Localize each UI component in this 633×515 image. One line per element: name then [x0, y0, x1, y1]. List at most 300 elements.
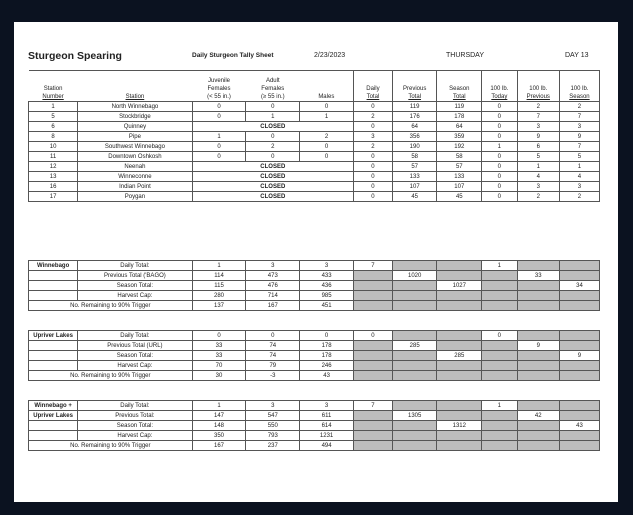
summary-value: 3: [300, 401, 354, 411]
summary-row: [29, 371, 600, 381]
summary-shaded-cell: [437, 431, 482, 441]
summary-value: 43: [300, 371, 354, 381]
summary-row-label: Previous Total ('BAGO): [78, 271, 192, 281]
summary-row: [29, 301, 600, 311]
summary-shaded-cell: [559, 291, 599, 301]
juvenile-females: 0: [192, 112, 246, 122]
today-100lb: 0: [482, 102, 517, 112]
adult-females: 0: [246, 152, 300, 162]
summary-row: [29, 271, 600, 281]
summary-shaded-cell: [437, 401, 482, 411]
summary-value: 3: [300, 261, 354, 271]
summary-value: 33: [192, 341, 246, 351]
summary-value: 433: [300, 271, 354, 281]
summary-shaded-cell: [437, 291, 482, 301]
column-header-juvenile: [192, 71, 246, 102]
summary-shaded-cell: [437, 361, 482, 371]
summary-row: [29, 261, 600, 271]
station-name: Stockbridge: [78, 112, 192, 122]
column-header-line: Daily: [366, 86, 380, 92]
summary-value: 280: [192, 291, 246, 301]
summary-value: -3: [246, 371, 300, 381]
previous-total: 45: [392, 192, 437, 202]
today-100lb: 0: [482, 192, 517, 202]
summary-shaded-cell: [353, 271, 392, 281]
summary-shaded-cell: [437, 301, 482, 311]
summary-row-label: Season Total:: [78, 421, 192, 431]
summary-value: 246: [300, 361, 354, 371]
season-total: 64: [437, 122, 482, 132]
summary-blank: [29, 281, 78, 291]
summary-row: [29, 401, 600, 411]
station-number: 12: [29, 162, 78, 172]
summary-shaded-cell: [517, 441, 559, 451]
summary-season-100: 34: [559, 281, 599, 291]
summary-value: 115: [192, 281, 246, 291]
season-100lb: 2: [559, 102, 599, 112]
daily-total: 0: [353, 152, 392, 162]
summary-blank: [29, 351, 78, 361]
previous-100lb: 5: [517, 152, 559, 162]
station-row: [29, 122, 600, 132]
season-total: 107: [437, 182, 482, 192]
summary-shaded-cell: [353, 351, 392, 361]
previous-100lb: 2: [517, 102, 559, 112]
summary-value: 473: [246, 271, 300, 281]
summary-daily-total: 7: [353, 261, 392, 271]
summary-value: 0: [300, 331, 354, 341]
closed-status: CLOSED: [192, 172, 353, 182]
daily-total: 0: [353, 122, 392, 132]
column-header-station-number: [29, 71, 78, 102]
column-header-today-100: [482, 71, 517, 102]
closed-status: CLOSED: [192, 182, 353, 192]
summary-shaded-cell: [392, 431, 437, 441]
station-row: [29, 132, 600, 142]
column-header-line: 100 lb.: [570, 86, 589, 92]
summary-shaded-cell: [353, 371, 392, 381]
summary-shaded-cell: [482, 291, 517, 301]
summary-shaded-cell: [353, 301, 392, 311]
summary-table: [28, 260, 600, 311]
summary-shaded-cell: [517, 371, 559, 381]
today-100lb: 0: [482, 152, 517, 162]
summary-value: 147: [192, 411, 246, 421]
summary-shaded-cell: [517, 301, 559, 311]
column-header-line: 100 lb.: [490, 86, 509, 92]
season-total: 57: [437, 162, 482, 172]
males: 0: [300, 102, 354, 112]
sheet-weekday: THURSDAY: [446, 52, 484, 59]
summary-shaded-cell: [482, 271, 517, 281]
station-number: 5: [29, 112, 78, 122]
summary-row: [29, 331, 600, 341]
daily-total: 0: [353, 182, 392, 192]
juvenile-females: 0: [192, 152, 246, 162]
station-number: 16: [29, 182, 78, 192]
summary-value: 494: [300, 441, 354, 451]
summary-today-100: 1: [482, 401, 517, 411]
summary-value: 1231: [300, 431, 354, 441]
summary-value: 550: [246, 421, 300, 431]
station-number: 17: [29, 192, 78, 202]
summary-shaded-cell: [437, 371, 482, 381]
summary-daily-total: 0: [353, 331, 392, 341]
column-header-season-100: [559, 71, 599, 102]
season-100lb: 3: [559, 182, 599, 192]
summary-shaded-cell: [482, 411, 517, 421]
column-header-row: [29, 71, 600, 102]
summary-shaded-cell: [482, 421, 517, 431]
summary-shaded-cell: [559, 401, 599, 411]
summary-group-name: Winnebago +: [29, 401, 78, 411]
tally-sheet: [14, 22, 618, 502]
summary-shaded-cell: [482, 341, 517, 351]
summary-shaded-cell: [392, 331, 437, 341]
summary-shaded-cell: [392, 351, 437, 361]
summary-shaded-cell: [517, 281, 559, 291]
summary-prev-100: 33: [517, 271, 559, 281]
summary-shaded-cell: [353, 341, 392, 351]
summary-group-name-2: [29, 271, 78, 281]
summary-value: 611: [300, 411, 354, 421]
summary-value: 30: [192, 371, 246, 381]
station-name: Winneconne: [78, 172, 192, 182]
station-name: Downtown Oshkosh: [78, 152, 192, 162]
previous-100lb: 3: [517, 182, 559, 192]
previous-100lb: 2: [517, 192, 559, 202]
today-100lb: 0: [482, 112, 517, 122]
previous-total: 119: [392, 102, 437, 112]
summary-value: 70: [192, 361, 246, 371]
summary-blank: [29, 421, 78, 431]
station-number: 8: [29, 132, 78, 142]
summary-value: 714: [246, 291, 300, 301]
column-header-previous-total: [392, 71, 437, 102]
station-row: [29, 152, 600, 162]
summary-shaded-cell: [517, 401, 559, 411]
summary-blank: [29, 431, 78, 441]
summary-shaded-cell: [353, 281, 392, 291]
summary-value: 985: [300, 291, 354, 301]
summary-shaded-cell: [437, 441, 482, 451]
summary-value: 614: [300, 421, 354, 431]
summary-prev-total: 1305: [392, 411, 437, 421]
column-header-line: Today: [491, 94, 508, 100]
column-header-line: Females: [207, 86, 231, 92]
station-name: Pipe: [78, 132, 192, 142]
summary-value: 0: [192, 331, 246, 341]
sheet-day: DAY 13: [565, 52, 589, 59]
summary-group-name: Winnebago: [29, 261, 78, 271]
adult-females: 0: [246, 132, 300, 142]
summary-shaded-cell: [437, 411, 482, 421]
summary-shaded-cell: [559, 301, 599, 311]
summary-prev-total: 1020: [392, 271, 437, 281]
summary-today-100: 0: [482, 331, 517, 341]
summary-blank: [29, 361, 78, 371]
summary-prev-100: 42: [517, 411, 559, 421]
summary-value: 436: [300, 281, 354, 291]
summary-shaded-cell: [392, 261, 437, 271]
summary-shaded-cell: [559, 371, 599, 381]
station-number: 13: [29, 172, 78, 182]
season-total: 192: [437, 142, 482, 152]
season-100lb: 9: [559, 132, 599, 142]
column-header-line: Station: [125, 94, 145, 100]
column-header-line: 100 lb.: [529, 86, 548, 92]
closed-status: CLOSED: [192, 162, 353, 172]
previous-total: 107: [392, 182, 437, 192]
summary-season-total: 1312: [437, 421, 482, 431]
summary-shaded-cell: [437, 331, 482, 341]
summary-season-total: 285: [437, 351, 482, 361]
station-number: 11: [29, 152, 78, 162]
summary-shaded-cell: [559, 361, 599, 371]
summary-shaded-cell: [482, 351, 517, 361]
summary-value: 0: [246, 331, 300, 341]
daily-total: 3: [353, 132, 392, 142]
summary-value: 167: [192, 441, 246, 451]
previous-total: 176: [392, 112, 437, 122]
season-total: 133: [437, 172, 482, 182]
station-row: [29, 112, 600, 122]
column-header-line: Season: [449, 86, 470, 92]
adult-females: 2: [246, 142, 300, 152]
summary-shaded-cell: [392, 301, 437, 311]
previous-total: 133: [392, 172, 437, 182]
males: 0: [300, 142, 354, 152]
closed-status: CLOSED: [192, 192, 353, 202]
summary-value: 1: [192, 401, 246, 411]
season-100lb: 1: [559, 162, 599, 172]
previous-100lb: 4: [517, 172, 559, 182]
station-number: 1: [29, 102, 78, 112]
summary-value: 476: [246, 281, 300, 291]
summary-value: 547: [246, 411, 300, 421]
summary-row-label: No. Remaining to 90% Trigger: [29, 301, 193, 311]
season-total: 119: [437, 102, 482, 112]
adult-females: 1: [246, 112, 300, 122]
previous-total: 58: [392, 152, 437, 162]
today-100lb: 0: [482, 122, 517, 132]
column-header-line: Males: [318, 94, 335, 100]
summary-value: 167: [246, 301, 300, 311]
summary-blank: [29, 291, 78, 301]
adult-females: 0: [246, 102, 300, 112]
summary-season-100: 43: [559, 421, 599, 431]
summary-shaded-cell: [559, 261, 599, 271]
daily-total: 2: [353, 142, 392, 152]
summary-daily-total: 7: [353, 401, 392, 411]
season-total: 178: [437, 112, 482, 122]
season-total: 359: [437, 132, 482, 142]
summary-shaded-cell: [437, 271, 482, 281]
summary-shaded-cell: [392, 401, 437, 411]
station-name: Southwest Winnebago: [78, 142, 192, 152]
summary-shaded-cell: [392, 371, 437, 381]
summary-row: [29, 281, 600, 291]
column-header-daily-total: [353, 71, 392, 102]
summary-table: [28, 400, 600, 451]
summary-value: 3: [246, 401, 300, 411]
summary-shaded-cell: [392, 281, 437, 291]
daily-total: 2: [353, 112, 392, 122]
column-header-line: Females: [261, 86, 285, 92]
station-row: [29, 162, 600, 172]
today-100lb: 0: [482, 132, 517, 142]
station-name: North Winnebago: [78, 102, 192, 112]
previous-100lb: 6: [517, 142, 559, 152]
daily-total: 0: [353, 192, 392, 202]
summary-season-100: 9: [559, 351, 599, 361]
station-name: Quinney: [78, 122, 192, 132]
summary-row-label: Daily Total:: [78, 331, 192, 341]
station-name: Neenah: [78, 162, 192, 172]
summary-row-label: Harvest Cap:: [78, 361, 192, 371]
summary-value: 3: [246, 261, 300, 271]
summary-value: 793: [246, 431, 300, 441]
column-header-line: Juvenile: [208, 78, 231, 84]
summary-shaded-cell: [392, 441, 437, 451]
column-header-line: (< 55 in.): [207, 94, 231, 100]
column-header-line: Total: [408, 94, 422, 100]
previous-total: 190: [392, 142, 437, 152]
juvenile-females: 0: [192, 142, 246, 152]
summary-value: 74: [246, 341, 300, 351]
sheet-subtitle: Daily Sturgeon Tally Sheet: [192, 52, 274, 59]
station-row: [29, 172, 600, 182]
summary-value: 178: [300, 351, 354, 361]
summary-value: 137: [192, 301, 246, 311]
station-number: 10: [29, 142, 78, 152]
summary-row: [29, 291, 600, 301]
summary-row-label: Harvest Cap:: [78, 291, 192, 301]
summary-row: [29, 341, 600, 351]
summary-shaded-cell: [517, 421, 559, 431]
summary-value: 114: [192, 271, 246, 281]
summary-shaded-cell: [482, 441, 517, 451]
summary-shaded-cell: [559, 441, 599, 451]
today-100lb: 0: [482, 182, 517, 192]
previous-100lb: 1: [517, 162, 559, 172]
summary-shaded-cell: [517, 261, 559, 271]
column-header-males: [300, 71, 354, 102]
season-total: 58: [437, 152, 482, 162]
summary-shaded-cell: [559, 271, 599, 281]
previous-total: 57: [392, 162, 437, 172]
males: 0: [300, 152, 354, 162]
summary-table: [28, 330, 600, 381]
summary-shaded-cell: [437, 341, 482, 351]
column-header-line: Total: [366, 94, 380, 100]
station-row: [29, 102, 600, 112]
summary-value: 33: [192, 351, 246, 361]
summary-row-label: Daily Total:: [78, 261, 192, 271]
summary-row-label: Daily Total:: [78, 401, 192, 411]
summary-value: 1: [192, 261, 246, 271]
summary-shaded-cell: [353, 421, 392, 431]
summary-row: [29, 441, 600, 451]
daily-total: 0: [353, 172, 392, 182]
summary-shaded-cell: [437, 261, 482, 271]
station-table: [28, 70, 600, 202]
males: 1: [300, 112, 354, 122]
summary-shaded-cell: [482, 371, 517, 381]
season-100lb: 5: [559, 152, 599, 162]
summary-row-label: Season Total:: [78, 281, 192, 291]
season-100lb: 7: [559, 112, 599, 122]
column-header-previous-100: [517, 71, 559, 102]
summary-shaded-cell: [392, 361, 437, 371]
daily-total: 0: [353, 162, 392, 172]
season-100lb: 3: [559, 122, 599, 132]
previous-100lb: 9: [517, 132, 559, 142]
summary-shaded-cell: [353, 411, 392, 421]
summary-shaded-cell: [517, 431, 559, 441]
daily-total: 0: [353, 102, 392, 112]
column-header-line: Number: [42, 94, 64, 100]
column-header-line: Previous: [403, 86, 427, 92]
summary-value: 74: [246, 351, 300, 361]
summary-shaded-cell: [517, 351, 559, 361]
season-total: 45: [437, 192, 482, 202]
summary-group-name-2: [29, 341, 78, 351]
summary-value: 178: [300, 341, 354, 351]
summary-row-label: Previous Total (URL): [78, 341, 192, 351]
summary-shaded-cell: [559, 331, 599, 341]
column-header-line: Adult: [265, 78, 280, 84]
summary-shaded-cell: [353, 441, 392, 451]
juvenile-females: 0: [192, 102, 246, 112]
today-100lb: 0: [482, 172, 517, 182]
summary-prev-total: 285: [392, 341, 437, 351]
previous-100lb: 3: [517, 122, 559, 132]
previous-100lb: 7: [517, 112, 559, 122]
today-100lb: 1: [482, 142, 517, 152]
station-number: 6: [29, 122, 78, 132]
summary-shaded-cell: [559, 411, 599, 421]
summary-shaded-cell: [559, 431, 599, 441]
juvenile-females: 1: [192, 132, 246, 142]
station-row: [29, 192, 600, 202]
summary-row-label: Harvest Cap:: [78, 431, 192, 441]
summary-shaded-cell: [517, 291, 559, 301]
summary-today-100: 1: [482, 261, 517, 271]
summary-row-label: Season Total:: [78, 351, 192, 361]
closed-status: CLOSED: [192, 122, 353, 132]
column-header-season-total: [437, 71, 482, 102]
station-row: [29, 142, 600, 152]
males: 2: [300, 132, 354, 142]
column-header-station: [78, 71, 192, 102]
previous-total: 64: [392, 122, 437, 132]
summary-shaded-cell: [559, 341, 599, 351]
summary-row: [29, 351, 600, 361]
column-header-line: Season: [569, 94, 590, 100]
summary-row: [29, 421, 600, 431]
today-100lb: 0: [482, 162, 517, 172]
sheet-date: 2/23/2023: [314, 52, 346, 59]
summary-value: 79: [246, 361, 300, 371]
summary-value: 237: [246, 441, 300, 451]
column-header-line: Station: [43, 86, 63, 92]
summary-shaded-cell: [353, 361, 392, 371]
summary-row: [29, 411, 600, 421]
summary-row-label: No. Remaining to 90% Trigger: [29, 371, 193, 381]
summary-value: 350: [192, 431, 246, 441]
summary-row-label: Previous Total:: [78, 411, 192, 421]
